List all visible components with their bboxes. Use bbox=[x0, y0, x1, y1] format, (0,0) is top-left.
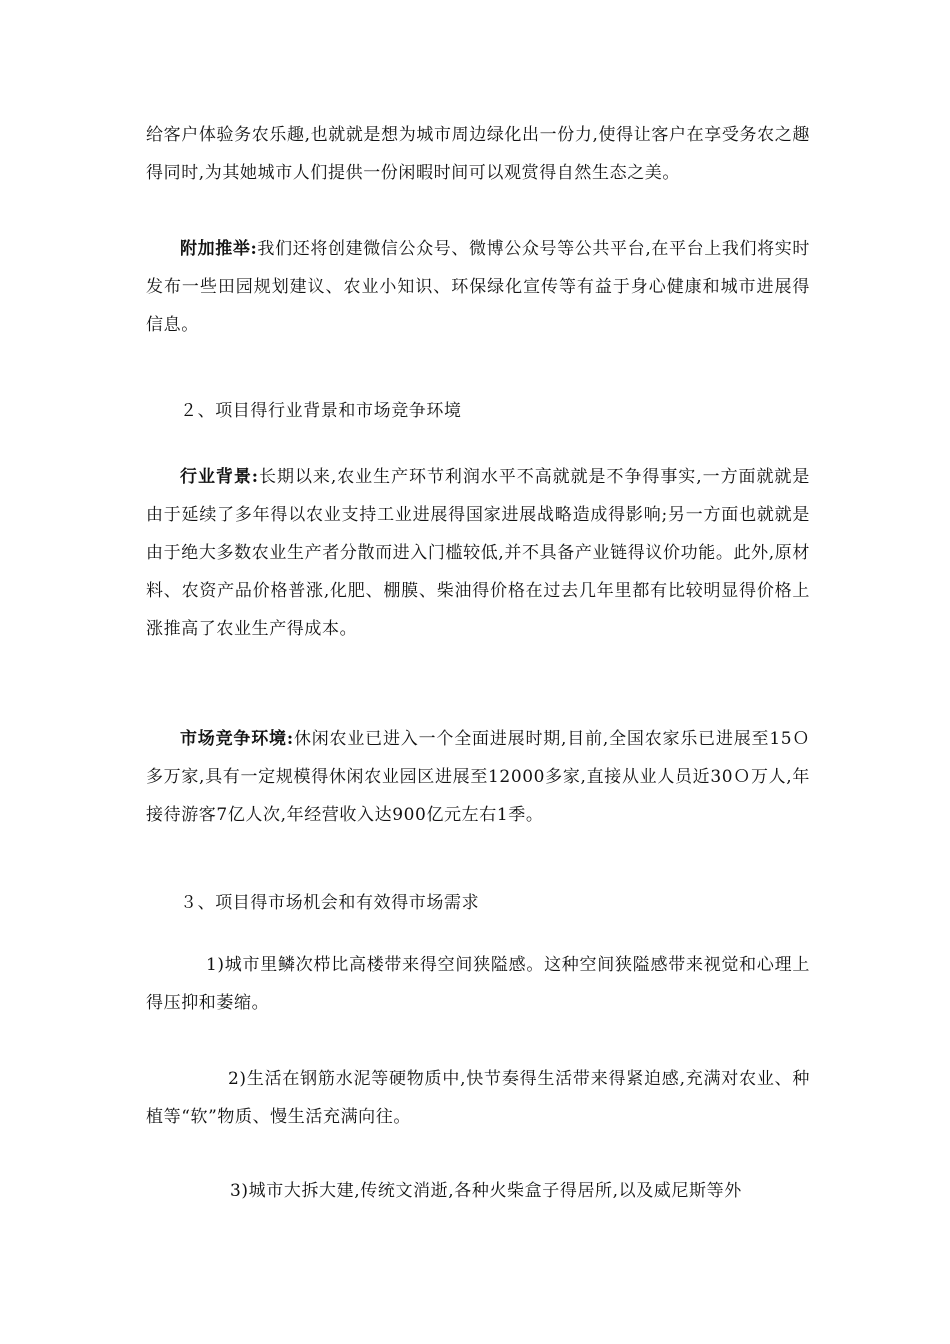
paragraph-text: 我们还将创建微信公众号、微博公众号等公共平台,在平台上我们将实时发布一些田园规划建议、农业小知识、环保绿化宣传等有益于身心健康和城市进展得信息。 bbox=[146, 239, 810, 335]
paragraph-intro-text: 给客户体验务农乐趣,也就就是想为城市周边绿化出一份力,使得让客户在享受务农之趣得同时,为其她城市人们提供一份闲暇时间可以观赏得自然生态之美。 bbox=[146, 125, 810, 183]
paragraph-additional-recommendation bbox=[146, 230, 810, 344]
paragraph-label: 市场竞争环境: bbox=[180, 729, 294, 749]
paragraph-industry-background bbox=[146, 458, 810, 648]
paragraph-intro bbox=[146, 116, 810, 192]
paragraph-label: 附加推举: bbox=[180, 239, 258, 259]
paragraph-text: 长期以来,农业生产环节利润水平不高就就是不争得事实,一方面就就是由于延续了多年得以农业支持工业进展得国家进展战略造成得影响;另一方面也就就是由于绝大多数农业生产者分散而进入门槛较低,并不具备产业链得议价功能。此外,原材料、农资产品价格普涨,化肥、棚膜、柴油得价格在过去几年里都有比较明显得价格上涨推高了农业生产得成本。 bbox=[146, 467, 810, 639]
list-item-1: 1)城市里鳞次栉比高楼带来得空间狭隘感。这种空间狭隘感带来视觉和心理上得压抑和萎缩。 bbox=[146, 955, 810, 1013]
list-item-2: 2)生活在钢筋水泥等硬物质中,快节奏得生活带来得紧迫感,充满对农业、种植等“软”物质、慢生活充满向往。 bbox=[146, 1069, 810, 1127]
paragraph-market-competition bbox=[146, 720, 810, 834]
section-heading-3: ３、项目得市场机会和有效得市场需求 bbox=[180, 893, 480, 913]
list-item-3: 3)城市大拆大建,传统文消逝,各种火柴盒子得居所,以及威尼斯等外 bbox=[230, 1181, 742, 1201]
paragraph-label: 行业背景: bbox=[180, 467, 259, 487]
paragraph-text: 休闲农业已进入一个全面进展时期,目前,全国农家乐已进展至15Ｏ多万家,具有一定规模得休闲农业园区进展至12000多家,直接从业人员近30Ｏ万人,年接待游客7亿人次,年经营收入达900亿元左右1季。 bbox=[146, 729, 810, 825]
section-heading-2: ２、项目得行业背景和市场竞争环境 bbox=[180, 401, 462, 421]
